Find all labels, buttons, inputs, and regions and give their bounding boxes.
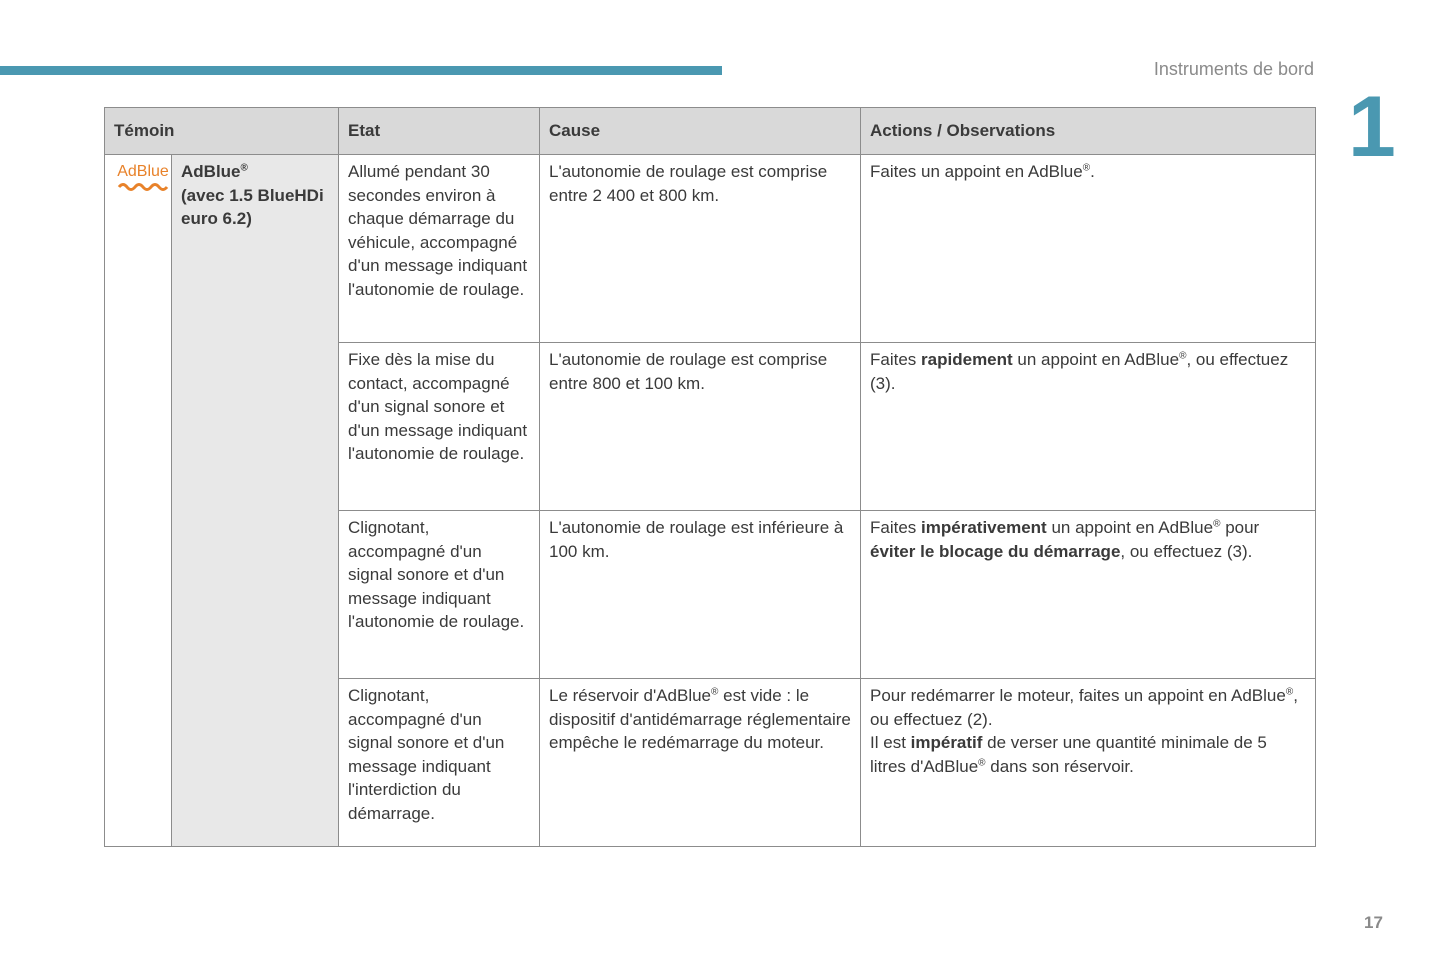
chapter-number: 1 — [1348, 79, 1396, 175]
header-temoin: Témoin — [105, 108, 339, 155]
action-emphasis: impératif — [910, 733, 983, 753]
action-text: , ou effectuez (3). — [1120, 541, 1253, 561]
etat-cell: Fixe dès la mise du contact, accompagné d'un signal sonore et d'un message indiquant l'autonomie de roulage. — [339, 343, 540, 511]
action-text: Faites — [870, 518, 922, 537]
action-text: un appoint en AdBlue — [1012, 350, 1180, 369]
etat-cell: Clignotant, accompagné d'un signal sonore et d'un message indiquant l'autonomie de roulage. — [339, 511, 540, 679]
registered-mark: ® — [1179, 350, 1187, 362]
action-cell — [861, 155, 1316, 343]
registered-mark: ® — [978, 757, 986, 769]
cause-text: est vide : le dispositif d'antidémarrage réglementaire empêche le redémarrage du moteur. — [549, 686, 851, 753]
action-text: Il est — [870, 733, 911, 753]
action-text: un appoint en AdBlue — [1046, 518, 1214, 537]
registered-mark: ® — [240, 162, 248, 174]
action-text: . — [1090, 162, 1095, 181]
registered-mark: ® — [1285, 686, 1294, 698]
section-title: Instruments de bord — [1153, 59, 1314, 79]
action-cell — [861, 679, 1316, 847]
action-text: , ou effectuez (3). — [870, 350, 1289, 393]
registered-mark: ® — [1082, 162, 1091, 174]
adblue-icon-text: AdBlue — [117, 163, 169, 180]
action-emphasis: éviter le blocage du démarrage — [870, 541, 1121, 561]
action-emphasis: rapidement — [921, 350, 1013, 369]
cause-cell: L'autonomie de roulage est comprise entre 800 et 100 km. — [540, 343, 861, 511]
adblue-warning-icon — [114, 160, 172, 196]
header-accent-bar — [0, 66, 722, 75]
action-text: Pour redémarrer le moteur, faites un appoint en AdBlue — [870, 686, 1286, 705]
page-number: 17 — [1364, 913, 1383, 932]
etat-cell: Clignotant, accompagné d'un signal sonore et d'un message indiquant l'interdiction du démarrage. — [339, 679, 540, 847]
table-row — [105, 155, 1316, 343]
cause-cell: L'autonomie de roulage est comprise entre 2 400 et 800 km. — [540, 155, 861, 343]
action-text: dans son réservoir. — [985, 756, 1134, 776]
table-header-row — [105, 108, 1316, 155]
action-cell — [861, 511, 1316, 679]
header-etat: Etat — [339, 108, 540, 155]
registered-mark: ® — [1213, 518, 1221, 530]
header-actions: Actions / Observations — [861, 108, 1316, 155]
indicator-name-cell — [172, 155, 339, 847]
action-text: de verser une quantité minimale de 5 litres d'AdBlue — [870, 733, 1267, 776]
cause-cell: L'autonomie de roulage est inférieure à 100 km. — [540, 511, 861, 679]
cause-text: Le réservoir d'AdBlue — [549, 686, 712, 705]
etat-cell: Allumé pendant 30 secondes environ à chaque démarrage du véhicule, accompagné d'un message indiquant l'autonomie de roulage. — [339, 155, 540, 343]
indicator-name: AdBlue — [181, 162, 241, 181]
action-emphasis: impérativement — [921, 518, 1047, 537]
indicator-variant: (avec 1.5 BlueHDi euro 6.2) — [181, 185, 324, 229]
indicator-icon-cell — [105, 155, 172, 847]
header-cause: Cause — [540, 108, 861, 155]
registered-mark: ® — [711, 686, 719, 698]
warning-lights-table — [104, 107, 1316, 847]
cause-cell — [540, 679, 861, 847]
action-text: , ou effectuez (2). — [870, 686, 1298, 729]
action-text: pour — [1220, 518, 1260, 537]
action-text: Faites — [870, 350, 922, 369]
action-cell — [861, 343, 1316, 511]
action-text: Faites un appoint en AdBlue — [870, 162, 1083, 181]
